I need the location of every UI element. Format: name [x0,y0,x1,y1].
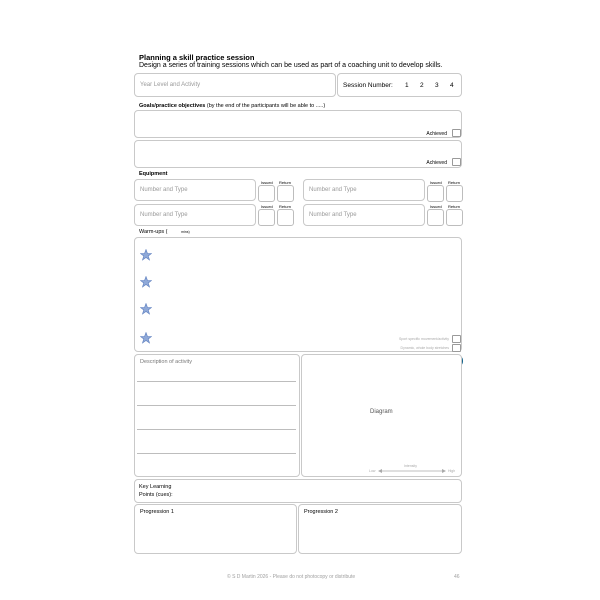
issued-label-3: Issued [430,180,442,185]
warmup-checkbox-2[interactable] [452,344,461,352]
diagram-label: Diagram [370,409,393,415]
description-box[interactable] [134,354,300,477]
return-label-4: Return [448,204,461,209]
page-title: Planning a skill practice session [139,53,255,62]
issued-box-2[interactable] [258,209,275,226]
achieved-checkbox-1[interactable] [452,129,461,137]
page-number: 46 [454,574,460,580]
intensity-low-label: Low [369,469,376,473]
issued-label-2: Issued [261,204,273,209]
session-number-label: Session Number: [343,82,393,89]
session-number-4[interactable]: 4 [450,82,454,89]
return-box-1[interactable] [277,185,294,202]
issued-box-1[interactable] [258,185,275,202]
key-learning-box[interactable] [134,479,462,503]
equipment-placeholder-4: Number and Type [309,212,357,218]
issued-label-1: Issued [261,180,273,185]
warmup-checkbox-1[interactable] [452,335,461,343]
session-number-2[interactable]: 2 [420,82,424,89]
equipment-field-1[interactable] [134,179,256,201]
warmup-check-label-1: Sport specific movement/activity [399,337,449,341]
page-subtitle: Design a series of training sessions which can be used as part of a coaching unit to develop skills. [139,62,443,69]
star-icon [140,303,152,315]
return-box-2[interactable] [277,209,294,226]
warmups-box[interactable] [134,237,462,352]
warmups-heading [139,229,190,235]
description-label: Description of activity [140,359,192,365]
key-learning-label-2: Points (cues): [139,492,173,498]
goals-heading [139,103,325,109]
intensity-scale-label: Intensity [404,464,418,468]
description-line-3 [137,429,296,430]
warmups-heading-title: Warm-ups ( [139,229,168,235]
issued-box-3[interactable] [427,185,444,202]
return-label-3: Return [448,180,461,185]
return-label-2: Return [279,204,292,209]
star-icon [140,332,152,344]
star-icon [140,276,152,288]
equipment-placeholder-2: Number and Type [140,212,188,218]
diagram-box[interactable] [301,354,462,477]
progression-2-label: Progression 2 [304,509,338,515]
equipment-heading: Equipment [139,171,168,177]
equipment-field-4[interactable] [303,204,425,226]
description-line-4 [137,453,296,454]
achieved-checkbox-2[interactable] [452,158,461,166]
intensity-arrow-icon [378,468,446,474]
year-level-field[interactable] [134,73,336,97]
goal-field-1[interactable] [134,110,462,138]
description-line-1 [137,381,296,382]
year-level-placeholder: Year Level and Activity [140,82,201,88]
warmups-mins: mins) [181,230,190,234]
goal-field-2[interactable] [134,140,462,168]
footer-copyright: © S D Martin 2026 - Please do not photocopy or distribute [227,574,356,580]
key-learning-label-1: Key Learning [139,484,172,490]
star-icon [140,249,152,261]
issued-box-4[interactable] [427,209,444,226]
achieved-label-2: Achieved [426,160,447,166]
issued-label-4: Issued [430,204,442,209]
session-number-1[interactable]: 1 [405,82,409,89]
achieved-label-1: Achieved [426,131,447,137]
progression-1-box[interactable] [134,504,297,554]
equipment-field-3[interactable] [303,179,425,201]
session-number-box [337,73,462,97]
return-label-1: Return [279,180,292,185]
equipment-placeholder-1: Number and Type [140,187,188,193]
description-line-2 [137,405,296,406]
progression-2-box[interactable] [298,504,462,554]
progression-1-label: Progression 1 [140,509,174,515]
equipment-field-2[interactable] [134,204,256,226]
warmup-check-label-2: Dynamic, whole body stretches [400,346,449,350]
intensity-high-label: High [448,469,456,473]
return-box-3[interactable] [446,185,463,202]
goals-heading-note: (by the end of the participants will be able to .....) [206,103,326,109]
return-box-4[interactable] [446,209,463,226]
goals-heading-title: Goals/practice objectives [139,103,206,109]
equipment-placeholder-3: Number and Type [309,187,357,193]
session-number-3[interactable]: 3 [435,82,439,89]
